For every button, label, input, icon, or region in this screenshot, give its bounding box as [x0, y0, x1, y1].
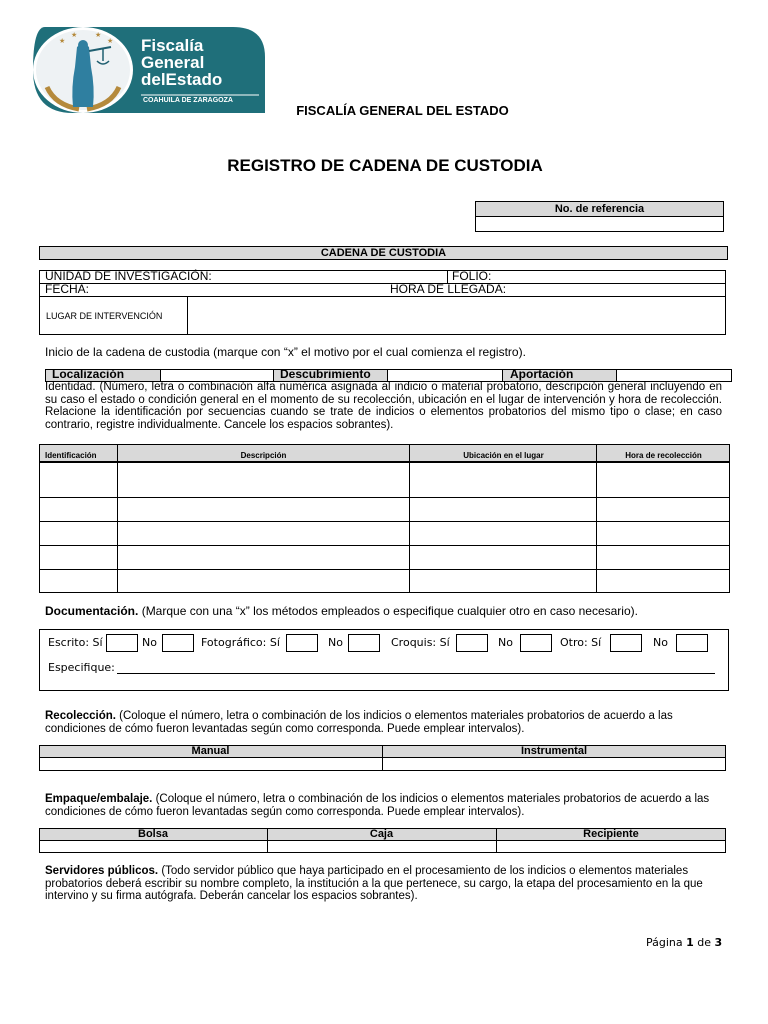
inicio-text: Inicio de la cadena de custodia (marque con “x” el motivo por el cual comienza el registro). — [45, 345, 526, 359]
recoleccion-text-block — [45, 710, 722, 735]
option-localizacion: Localización — [52, 367, 125, 381]
svg-text:★: ★ — [95, 32, 102, 39]
fotografico-no-label: No — [328, 636, 343, 649]
empaque-text-block — [45, 793, 722, 818]
croquis-no-checkbox[interactable] — [520, 634, 552, 652]
current-page: 1 — [686, 936, 694, 949]
croquis-no-label: No — [498, 636, 513, 649]
empaque-text: (Coloque el número, letra o combinación de los indicios o elementos materiales probatorios de acuerdo a las condiciones de cómo fueron levantadas según como corresponda. Puede emplear intervalos). — [45, 793, 710, 818]
descubrimiento-checkbox[interactable] — [388, 370, 501, 381]
otro-no-checkbox[interactable] — [676, 634, 708, 652]
reference-label: No. de referencia — [475, 201, 724, 217]
documentacion-heading — [45, 604, 638, 618]
especifique-field[interactable] — [117, 663, 715, 674]
col-bolsa: Bolsa — [138, 828, 168, 840]
recoleccion-title: Recolección. — [45, 710, 116, 722]
col-identificacion: Identificación — [45, 451, 97, 460]
empaque-title: Empaque/embalaje. — [45, 793, 153, 805]
fotografico-si-checkbox[interactable] — [286, 634, 318, 652]
page-number — [646, 936, 722, 949]
col-instrumental: Instrumental — [520, 745, 587, 757]
manual-field[interactable] — [40, 758, 381, 770]
escrito-si-checkbox[interactable] — [106, 634, 138, 652]
escrito-no-checkbox[interactable] — [162, 634, 194, 652]
logo-line1: Fiscalía — [141, 36, 204, 55]
unidad-label: UNIDAD DE INVESTIGACIÓN: — [45, 269, 212, 283]
logo — [33, 27, 265, 113]
reference-field[interactable] — [475, 216, 724, 232]
unidad-field[interactable] — [220, 271, 440, 282]
logo-subtitle: COAHUILA DE ZARAGOZA — [143, 97, 233, 104]
hora-llegada-label: HORA DE LLEGADA: — [390, 282, 507, 296]
org-name: FISCALÍA GENERAL DEL ESTADO — [296, 103, 509, 118]
documentacion-title: Documentación. — [45, 604, 139, 618]
bolsa-field[interactable] — [40, 841, 266, 852]
de-label: de — [697, 936, 712, 949]
cadena-heading: CADENA DE CUSTODIA — [39, 246, 728, 260]
documentacion-text: (Marque con una “x” los métodos empleados o especifique cualquier otro en caso necesario). — [138, 604, 638, 618]
col-ubicacion: Ubicación en el lugar — [463, 451, 544, 460]
localizacion-checkbox[interactable] — [161, 370, 272, 381]
caja-field[interactable] — [268, 841, 495, 852]
escrito-label: Escrito: Sí — [48, 636, 103, 649]
folio-label: FOLIO: — [452, 269, 492, 283]
otro-label: Otro: Sí — [560, 636, 602, 649]
col-recipiente: Recipiente — [583, 828, 639, 840]
otro-si-checkbox[interactable] — [610, 634, 642, 652]
especifique-label: Especifique: — [48, 661, 115, 674]
aportacion-checkbox[interactable] — [617, 370, 731, 381]
logo-line3: delEstado — [141, 70, 223, 89]
servidores-title: Servidores públicos. — [45, 865, 159, 877]
escrito-no-label: No — [142, 636, 157, 649]
logo-line2: General — [141, 53, 205, 72]
lugar-field[interactable] — [188, 297, 725, 334]
col-descripcion: Descripción — [240, 451, 287, 460]
recoleccion-text: (Coloque el número, letra o combinación de los indicios o elementos materiales probatorios de acuerdo a las condiciones de cómo fueron levantadas según como corresponda. Puede emplear intervalos). — [45, 710, 673, 735]
identidad-text: Identidad. (Número, letra o combinación alfa numérica asignada al indicio o material probatorio, descripción general incluyendo en su caso el estado o condición general en el momento de su recolección, ubicación en el lugar de intervención y hora de recolección. Relacione la identificación por secuencias cuando se trate de indicios o elementos probatorios del mismo tipo o clase; en caso contrario, registre individualmente. Cancele los espacios sobrantes). — [45, 381, 722, 431]
option-aportacion: Aportación — [510, 367, 574, 381]
col-caja: Caja — [369, 828, 394, 840]
total-pages: 3 — [714, 936, 723, 949]
pagina-label: Página — [646, 936, 683, 949]
fotografico-label: Fotográfico: Sí — [201, 636, 280, 649]
lugar-label: LUGAR DE INTERVENCIÓN — [46, 311, 163, 321]
svg-text:★: ★ — [59, 38, 66, 45]
option-descubrimiento: Descubrimiento — [280, 367, 371, 381]
croquis-label: Croquis: Sí — [391, 636, 450, 649]
fecha-label: FECHA: — [45, 282, 90, 296]
recipiente-field[interactable] — [497, 841, 725, 852]
servidores-text: (Todo servidor público que haya participado en el procesamiento de los indicios o elementos materiales probatorios deberá escribir su nombre completo, la institución a la que pertenece, su cargo, la etapa del procesamiento en la que intervino y su firma autógrafa. Deberán cancelar los espacios sobrantes). — [45, 865, 703, 902]
svg-text:★: ★ — [107, 38, 114, 45]
fotografico-no-checkbox[interactable] — [348, 634, 380, 652]
page-title: REGISTRO DE CADENA DE CUSTODIA — [227, 156, 543, 175]
col-manual: Manual — [191, 745, 230, 757]
croquis-si-checkbox[interactable] — [456, 634, 488, 652]
servidores-text-block — [45, 865, 722, 903]
otro-no-label: No — [653, 636, 668, 649]
svg-text:★: ★ — [71, 32, 78, 39]
instrumental-field[interactable] — [383, 758, 725, 770]
col-hora: Hora de recolección — [625, 451, 702, 460]
